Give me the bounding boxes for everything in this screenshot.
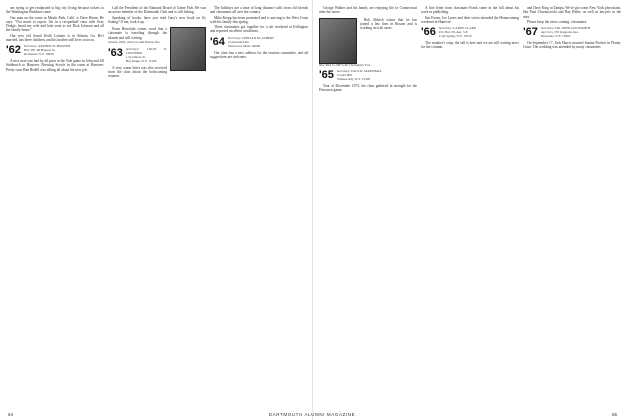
secretary-name: PAUL R. MARSHALL bbox=[351, 69, 383, 74]
secretary-name: LARRY CLARK bbox=[453, 26, 477, 31]
secretary-block bbox=[24, 45, 71, 57]
secretary-block bbox=[439, 27, 476, 39]
address-line: Westwood, Mass. 02090 bbox=[227, 43, 261, 48]
paragraph: George Walker and his family are enjoying life in Connecticut after the move. bbox=[319, 6, 417, 15]
paragraph: Our class has a new address for the reunion committee, and all suggestions are welcome. bbox=[210, 50, 308, 59]
address-line: Bay Ridge, N.Y. 11209 bbox=[125, 58, 157, 63]
secretary-name: DR. JOHN GOLDSMITH bbox=[555, 26, 591, 31]
class-year: '63 bbox=[108, 46, 123, 59]
class-section-header bbox=[210, 37, 308, 49]
column-1 bbox=[6, 6, 104, 73]
photo-caption: New York in 1967 with Christopher Fox. bbox=[319, 62, 371, 67]
paragraph: A nice note was had by all prior to the Yale game as John and Jill Siebbruch to Hanover. Brewing Scotch in the room at Hanover. Pretty soon Ben Bedell was telling all about his new job. bbox=[6, 59, 104, 72]
paragraph: A fine letter from classmate Frank came in the fall about his work in publishing. bbox=[421, 6, 519, 15]
column-4 bbox=[319, 6, 417, 94]
address-line: 5 Gold Hill bbox=[336, 73, 352, 78]
secretary-block bbox=[337, 70, 382, 82]
photo-caption: Sylvain, Ollie, where he and Sharon live. bbox=[108, 40, 161, 45]
secretary-block bbox=[228, 37, 274, 49]
secretary-name: ARTHUR W. HOOVER bbox=[38, 44, 71, 49]
paragraph: and Dave King in Tampa. We've got some New York physicians, like Paul Chrzanowski and Ray Rieke, as well as lawyers in the area. bbox=[523, 6, 621, 19]
secretary-block bbox=[541, 27, 590, 39]
page-number-right: 65 bbox=[611, 412, 617, 417]
column-3 bbox=[210, 6, 308, 60]
address-line: Schenectady, N.Y. 12309 bbox=[336, 77, 371, 82]
secretary-block bbox=[126, 48, 167, 64]
paragraph: Our very old friend Keith Latimer is in Atlanta, Ga. He's married, has three children, and his brother still lives in town. bbox=[6, 33, 104, 43]
address-line: Cold Spring, N.Y. 10516 bbox=[438, 34, 472, 38]
paragraph: Year of December 1973: the class gathered in strength for the Princeton game. bbox=[319, 84, 417, 93]
class-year: '66 bbox=[421, 26, 436, 39]
class-year: '62 bbox=[6, 44, 21, 57]
secretary-label: Secretary: bbox=[540, 26, 555, 31]
paragraph: Jim Evans, Joe Lyons and their wives attended the Homecoming weekend in Hanover. bbox=[421, 15, 519, 24]
address-line: P.O. Box 58, Apt. 3-E bbox=[438, 30, 468, 35]
class-section-header bbox=[421, 27, 519, 39]
magazine-title-footer: DARTMOUTH ALUMNI MAGAZINE bbox=[268, 412, 356, 417]
address-line: 1 Sycamore St. bbox=[125, 54, 146, 59]
column-6 bbox=[523, 6, 621, 51]
address-line: Box 397, 60 Hanson St. bbox=[23, 48, 56, 53]
class-section-header bbox=[108, 48, 167, 64]
address-line: 4 Cleveland Rd. bbox=[227, 39, 250, 44]
photo-block bbox=[108, 27, 206, 45]
class-section-header bbox=[523, 27, 621, 39]
page-number-left: 64 bbox=[8, 412, 14, 417]
class-year: '67 bbox=[523, 26, 538, 39]
paragraph: Speaking of books, have you read Gary's new book on fly fishing? If not, look it up. bbox=[108, 15, 206, 24]
class-section-header bbox=[319, 70, 417, 82]
paragraph: Call the President of the National Board of Game Fish. He was an active member of the Dartmouth Club and is still fishing. bbox=[108, 6, 206, 15]
secretary-label: Secretary: bbox=[125, 46, 140, 51]
portrait-photo bbox=[170, 27, 206, 71]
paragraph: Please keep the news coming, classmates. bbox=[527, 19, 588, 24]
class-year: '64 bbox=[210, 35, 225, 48]
secretary-label: Secretary: bbox=[438, 26, 453, 31]
secretary-name: LOUIS O. LOWTHER bbox=[125, 46, 167, 55]
address-line: Apt. 9-G, 555 Kappock Ave. bbox=[540, 30, 579, 35]
paragraph: The holidays are a time of long distance calls from old friends and classmates all over the country. bbox=[210, 6, 308, 15]
address-line: Riverdale, N.Y. 10463 bbox=[540, 34, 571, 38]
paragraph: Our man on the scene in Menlo Park, Calif. is Dave Hearn. He says: "Not much to report. I'm in a racquetball class with Gray Dodge; heard my wife and kids went to see Dick Johnson and all the family home." bbox=[6, 15, 104, 33]
photo-block bbox=[319, 18, 417, 68]
column-2 bbox=[108, 6, 206, 79]
class-section-header bbox=[6, 45, 104, 57]
paragraph: The weather's crisp, the fall is here and we are still writing news for the column. bbox=[421, 40, 519, 50]
paragraph: Bob Aldrich writes that he has joined a law firm in Boston and is working on trial cases. bbox=[360, 17, 417, 31]
paragraph: are trying to get readjusted to big city living because tickets to the Washington Redskins came. bbox=[6, 6, 104, 15]
paragraph: Three classmates got together for a ski weekend at Killington and reported excellent conditions. bbox=[210, 25, 308, 34]
secretary-label: Secretary: bbox=[336, 69, 351, 74]
secretary-label: Secretary: bbox=[23, 44, 38, 49]
secretary-name: DONALD M. ALBERT bbox=[242, 35, 275, 40]
paragraph: A very warm letter was also received from the class about the forthcoming reunion. bbox=[108, 65, 167, 79]
paragraph: From Honolulu comes word that a classmate is traveling through the islands and still writing. bbox=[108, 27, 167, 40]
right-page bbox=[312, 0, 624, 420]
paragraph: Mike Krepp has been promoted and is moving to the West Coast with his family this spring. bbox=[210, 15, 308, 24]
paragraph: On September 17, Jack Harris married Jeanne Fischer in Plaine, Conn. The wedding was attended by many classmates. bbox=[523, 40, 621, 50]
secretary-label: Secretary: bbox=[227, 35, 242, 40]
class-year: '65 bbox=[319, 69, 334, 82]
portrait-photo bbox=[319, 18, 357, 64]
address-line: Rochester, N.Y. 10950 bbox=[23, 52, 54, 57]
column-5 bbox=[421, 6, 519, 51]
